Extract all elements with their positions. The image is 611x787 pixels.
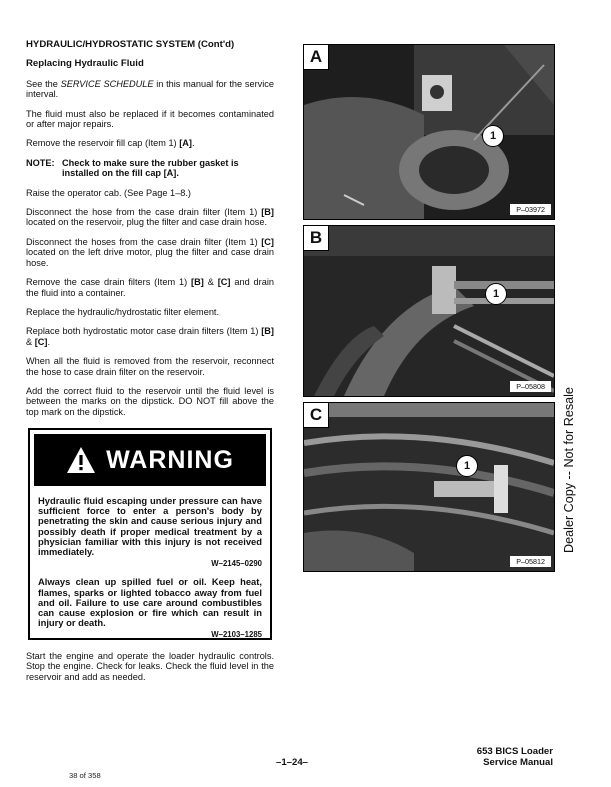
figure-b-letter: B bbox=[304, 226, 329, 251]
figure-c-scene bbox=[304, 403, 554, 571]
warning-box bbox=[28, 428, 272, 640]
footer-model bbox=[477, 747, 553, 768]
warning-text-pressure: Hydraulic fluid escaping under pressure can have sufficient force to enter a person's body by penetrating the skin and cause serious injury and possibly death if proper medical treatment by a physician familiar with this injury is not received immediately. bbox=[38, 495, 262, 558]
paragraph-add-fluid: Add the correct fluid to the reservoir until the fluid level is between the marks on the dipstick. DO NOT fill above the top mark on the dipstick. bbox=[26, 385, 274, 417]
paragraph-contaminated: The fluid must also be replaced if it becomes contaminated or after major repairs. bbox=[26, 108, 274, 130]
warning-header bbox=[34, 434, 266, 486]
figure-c-letter: C bbox=[304, 403, 329, 428]
section-title: HYDRAULIC/HYDROSTATIC SYSTEM (Cont'd) bbox=[26, 39, 235, 50]
service-schedule-ref: SERVICE SCHEDULE bbox=[60, 78, 154, 89]
figure-b-photo bbox=[303, 225, 555, 397]
figure-b-code: P–05808 bbox=[510, 381, 551, 392]
figure-c-photo bbox=[303, 402, 555, 572]
main-text-column bbox=[26, 40, 274, 426]
page-count: 38 of 358 bbox=[69, 771, 101, 780]
paragraph-disconnect-reservoir: Disconnect the hose from the case drain filter (Item 1) [B] located on the reservoir, plug the filter and case drain hose. bbox=[26, 207, 274, 228]
figure-b-callout: 1 bbox=[485, 283, 507, 305]
page-number: –1–24– bbox=[276, 757, 309, 768]
warning-body bbox=[30, 490, 270, 641]
footer-manual-name: Service Manual bbox=[483, 756, 553, 768]
paragraph-disconnect-motor: Disconnect the hoses from the case drain filter (Item 1) [C] located on the left drive motor, plug the filter and case drain hose. bbox=[26, 236, 274, 268]
warning-triangle-icon bbox=[66, 446, 96, 474]
warning-text-fire: Always clean up spilled fuel or oil. Keep heat, flames, sparks or lighted tobacco away from fuel and oil. Failure to use care around combustibles can cause explosion or fire which can result in injury or death. bbox=[38, 576, 262, 629]
figure-c-callout: 1 bbox=[456, 455, 478, 477]
figure-c-code: P–05812 bbox=[510, 556, 551, 567]
figure-a-scene bbox=[304, 45, 554, 219]
figure-a-code: P–03972 bbox=[510, 204, 551, 215]
warning-code-2: W–2103–1285 bbox=[211, 630, 262, 640]
footer-model-name: 653 BICS Loader bbox=[476, 746, 553, 757]
paragraph-raise-cab: Raise the operator cab. (See Page 1–8.) bbox=[26, 187, 191, 198]
figure-a-letter: A bbox=[304, 45, 329, 70]
note-text: Check to make sure the rubber gasket is installed on the fill cap [A]. bbox=[62, 157, 239, 179]
paragraph-service-interval: See the SERVICE SCHEDULE in this manual for the service interval. bbox=[26, 78, 274, 100]
figure-a-photo bbox=[303, 44, 555, 220]
figure-a-callout: 1 bbox=[482, 125, 504, 147]
paragraph-remove-filters: Remove the case drain filters (Item 1) [B] & [C] and drain the fluid into a container. bbox=[26, 277, 274, 298]
paragraph-remove-cap: Remove the reservoir fill cap (Item 1) [A]. bbox=[26, 138, 195, 149]
paragraph-replace-motor-filters: Replace both hydrostatic motor case drain filters (Item 1) [B] & [C]. bbox=[26, 326, 274, 347]
figure-b-scene bbox=[304, 226, 554, 396]
warning-title: WARNING bbox=[106, 445, 234, 474]
paragraph-start-engine: Start the engine and operate the loader hydraulic controls. Stop the engine. Check for leaks. Check the fluid level in the reservoir and add as needed. bbox=[26, 651, 274, 682]
subsection-title: Replacing Hydraulic Fluid bbox=[26, 58, 144, 70]
paragraph-replace-element: Replace the hydraulic/hydrostatic filter element. bbox=[26, 306, 220, 317]
note-gasket bbox=[26, 158, 274, 179]
paragraph-reconnect: When all the fluid is removed from the reservoir, reconnect the hose to case drain filter on the reservoir. bbox=[26, 356, 274, 377]
note-label: NOTE: bbox=[26, 157, 55, 168]
dealer-copy-watermark: Dealer Copy -- Not for Resale bbox=[562, 387, 576, 553]
warning-code-1: W–2145–0290 bbox=[211, 559, 262, 569]
